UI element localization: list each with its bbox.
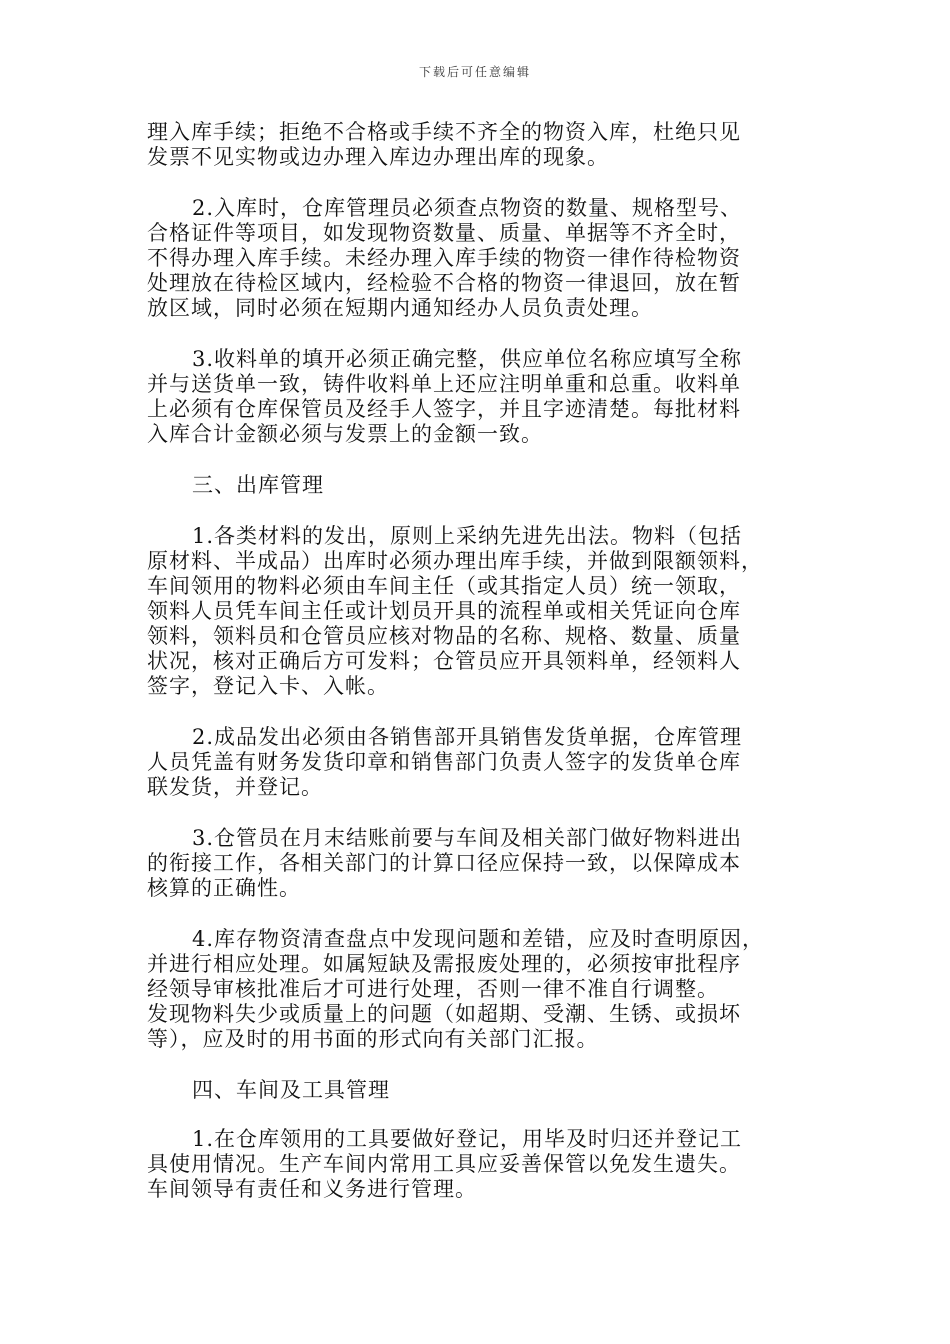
text-line: 上必须有仓库保管员及经手人签字，并且字迹清楚。每批材料	[147, 397, 741, 421]
text-line: 核算的正确性。	[147, 876, 301, 900]
text-line: 经领导审核批准后才可进行处理，否则一律不准自行调整。	[147, 977, 719, 1001]
paragraph	[147, 196, 812, 321]
text-line: 3.收料单的填开必须正确完整，供应单位名称应填写全称	[192, 347, 743, 371]
page-header: 下载后可任意编辑	[418, 65, 531, 79]
text-line: 发现物料失少或质量上的问题（如超期、受潮、生锈、或损坏	[147, 1002, 741, 1026]
text-line: 联发货，并登记。	[147, 775, 323, 799]
text-line: 不得办理入库手续。未经办理入库手续的物资一律作待检物资	[147, 246, 741, 270]
paragraph	[147, 524, 812, 699]
text-line: 4.库存物资清查盘点中发现问题和差错，应及时查明原因，	[192, 927, 765, 951]
text-line: 车间领用的物料必须由车间主任（或其指定人员）统一领取，	[147, 574, 741, 598]
text-line: 发票不见实物或边办理入库边办理出库的现象。	[147, 145, 609, 169]
text-line: 入库合计金额必须与发票上的金额一致。	[147, 422, 543, 446]
text-line: 领料人员凭车间主任或计划员开具的流程单或相关凭证向仓库	[147, 599, 741, 623]
text-line: 1.各类材料的发出，原则上采纳先进先出法。物料（包括	[192, 524, 743, 548]
paragraph	[147, 1127, 812, 1202]
paragraph	[147, 927, 812, 1052]
text-line: 1.在仓库领用的工具要做好登记，用毕及时归还并登记工	[192, 1127, 743, 1151]
text-line: 3.仓管员在月末结账前要与车间及相关部门做好物料进出	[192, 826, 743, 850]
section-heading	[147, 1078, 812, 1103]
text-line: 放区域，同时必须在短期内通知经办人员负责处理。	[147, 296, 653, 320]
document-body	[147, 120, 812, 1202]
text-line: 领料，领料员和仓管员应核对物品的名称、规格、数量、质量	[147, 624, 741, 648]
text-line: 具使用情况。生产车间内常用工具应妥善保管以免发生遗失。	[147, 1152, 741, 1176]
text-line: 合格证件等项目，如发现物资数量、质量、单据等不齐全时，	[147, 221, 741, 245]
section-heading	[147, 473, 812, 498]
text-line: 人员凭盖有财务发货印章和销售部门负责人签字的发货单仓库	[147, 750, 741, 774]
paragraph	[147, 826, 812, 901]
text-line: 等），应及时的用书面的形式向有关部门汇报。	[147, 1027, 599, 1051]
paragraph	[147, 120, 812, 170]
text-line: 原材料、半成品）出库时必须办理出库手续，并做到限额领料，	[147, 549, 763, 573]
text-line: 2.成品发出必须由各销售部开具销售发货单据，仓库管理	[192, 725, 743, 749]
text-line: 理入库手续；拒绝不合格或手续不齐全的物资入库，杜绝只见	[147, 120, 741, 144]
section-title-workshop-tools: 四、车间及工具管理	[192, 1078, 390, 1102]
paragraph	[147, 347, 812, 447]
text-line: 状况，核对正确后方可发料；仓管员应开具领料单，经领料人	[147, 649, 741, 673]
text-line: 2.入库时，仓库管理员必须查点物资的数量、规格型号、	[192, 196, 743, 220]
text-line: 并与送货单一致，铸件收料单上还应注明单重和总重。收料单	[147, 372, 741, 396]
paragraph	[147, 725, 812, 800]
text-line: 的衔接工作，各相关部门的计算口径应保持一致，以保障成本	[147, 851, 741, 875]
text-line: 车间领导有责任和义务进行管理。	[147, 1177, 477, 1201]
text-line: 并进行相应处理。如属短缺及需报废处理的，必须按审批程序	[147, 952, 741, 976]
text-line: 签字，登记入卡、入帐。	[147, 674, 389, 698]
section-title-outbound: 三、出库管理	[192, 473, 324, 497]
text-line: 处理放在待检区域内，经检验不合格的物资一律退回，放在暂	[147, 271, 741, 295]
